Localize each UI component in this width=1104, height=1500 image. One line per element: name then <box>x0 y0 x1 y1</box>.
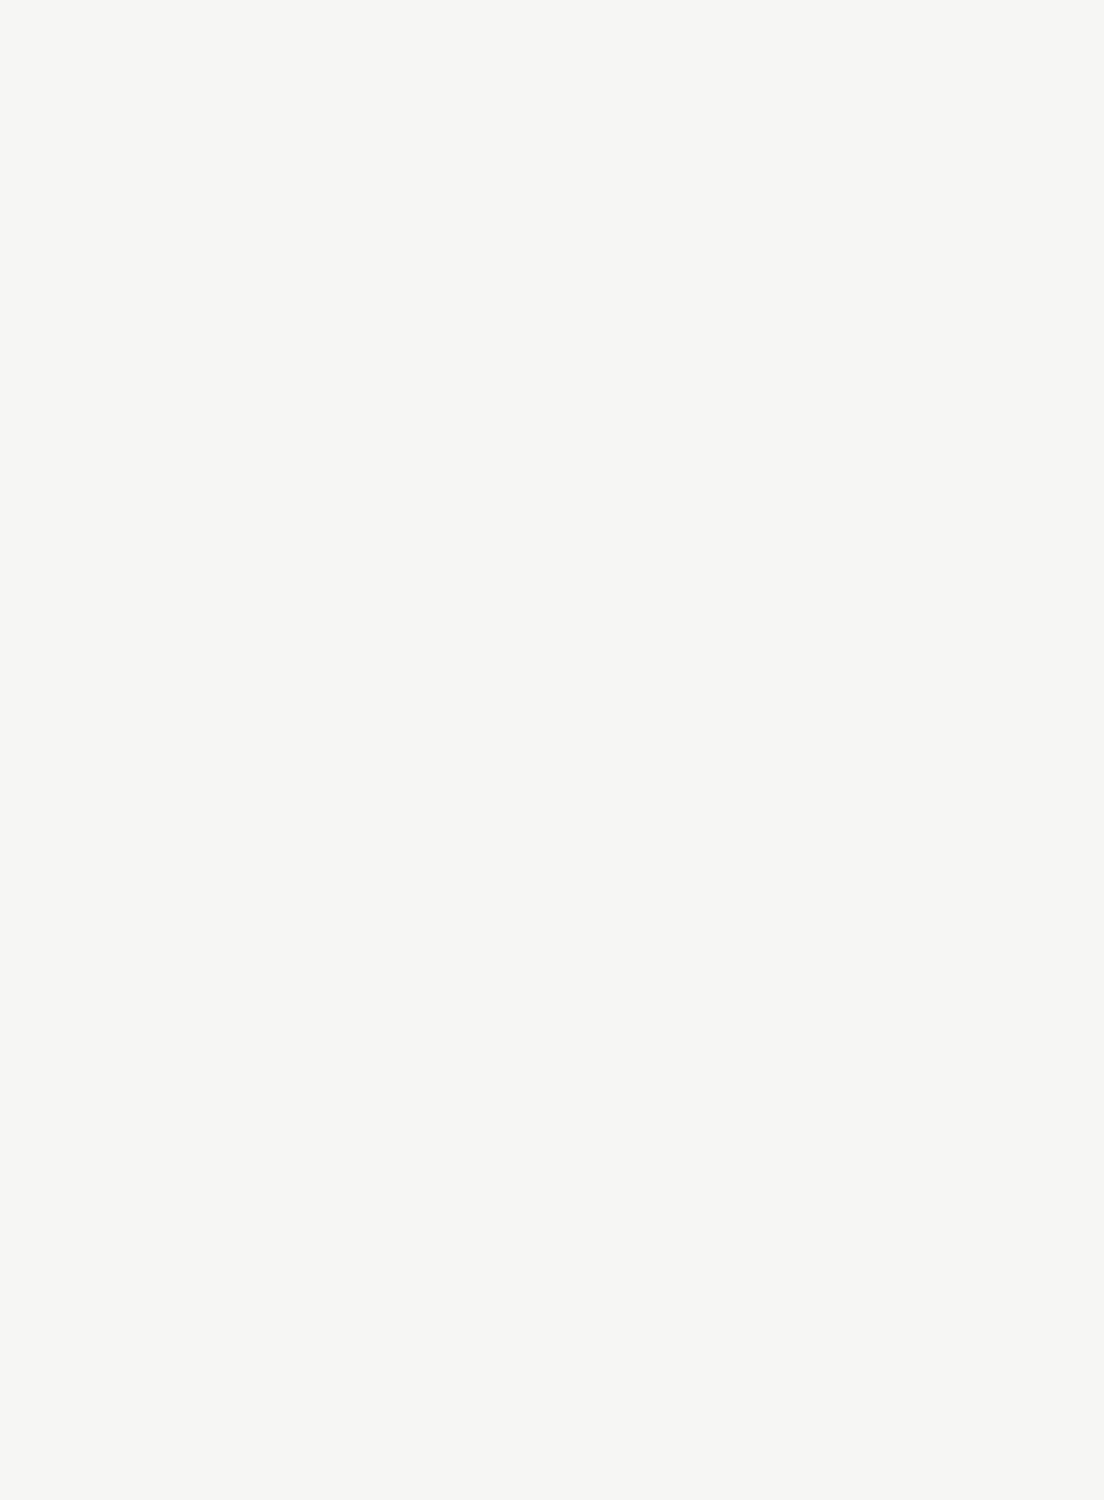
page-body <box>205 64 1051 106</box>
